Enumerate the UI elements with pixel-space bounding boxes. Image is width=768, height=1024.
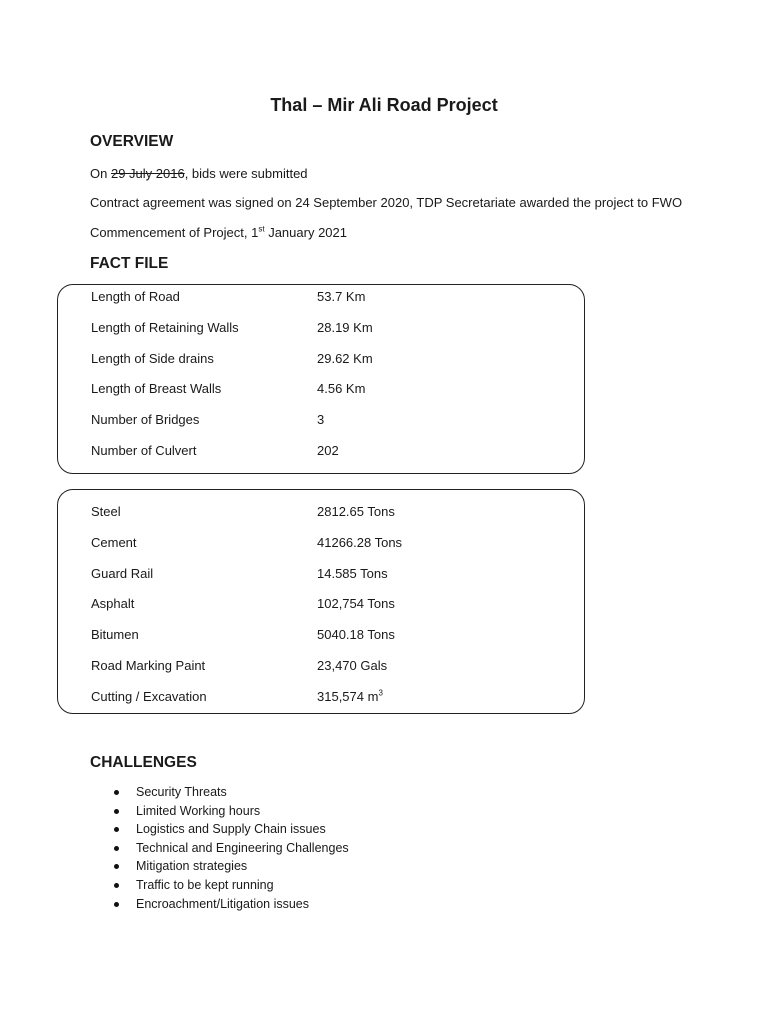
commencement-ordinal: st — [258, 224, 265, 234]
fact-label: Bitumen — [91, 627, 139, 643]
fact-label: Length of Retaining Walls — [91, 319, 239, 335]
fact-value: 53.7 Km — [317, 289, 366, 304]
challenge-item — [112, 859, 349, 878]
challenge-text: Logistics and Supply Chain issues — [136, 822, 326, 837]
overview-line-contract: Contract agreement was signed on 24 September 2020, TDP Secretariate awarded the project to FWO — [90, 195, 683, 210]
challenge-item — [112, 878, 349, 897]
fact-value: 5040.18 Tons — [317, 627, 395, 643]
fact-label: Length of Side drains — [91, 350, 214, 366]
challenge-text: Traffic to be kept running — [136, 877, 274, 892]
fact-value: 23,470 Gals — [317, 658, 388, 673]
challenge-text: Encroachment/Litigation issues — [136, 896, 310, 911]
bids-prefix: On — [90, 166, 111, 181]
fact-value: 2812.65 Tons — [317, 504, 395, 519]
fact-value: 202 — [317, 443, 339, 458]
fact-label: Steel — [91, 504, 121, 519]
bullet-icon — [114, 864, 119, 869]
challenge-item — [112, 804, 349, 823]
bullet-icon — [114, 827, 119, 832]
challenge-text: Security Threats — [136, 785, 227, 799]
fact-label: Number of Culvert — [91, 443, 197, 458]
fact-value: 14.585 Tons — [317, 565, 388, 581]
fact-box-quantities — [57, 284, 585, 474]
fact-box-materials — [57, 489, 585, 714]
fact-value: 28.19 Km — [317, 319, 373, 335]
page-title: Thal – Mir Ali Road Project — [270, 95, 498, 115]
fact-value: 4.56 Km — [317, 381, 366, 397]
bullet-icon — [114, 809, 119, 814]
fact-label: Length of Breast Walls — [91, 381, 222, 397]
bullet-icon — [114, 846, 119, 851]
fact-label: Road Marking Paint — [91, 658, 206, 673]
challenge-item — [112, 785, 349, 804]
fact-label: Guard Rail — [91, 565, 154, 581]
bids-suffix: , bids were submitted — [184, 166, 308, 181]
fact-label: Length of Road — [91, 289, 180, 304]
fact-value: 315,574 $m^3$ — [317, 688, 383, 704]
challenge-text: Limited Working hours — [136, 803, 261, 818]
overview-line-commencement — [90, 225, 347, 240]
bullet-icon — [114, 902, 119, 907]
commencement-suffix: January 2021 — [264, 225, 347, 240]
challenge-item — [112, 822, 349, 841]
fact-label: Cement — [91, 534, 137, 550]
fact-file-heading: FACT FILE — [90, 255, 169, 272]
fact-value: 29.62 Km — [317, 350, 373, 366]
challenge-item — [112, 841, 349, 860]
fact-value: 102,754 Tons — [317, 596, 395, 612]
challenges-list — [112, 785, 349, 915]
fact-value-superscript: 3 — [378, 688, 383, 698]
fact-value: 41266.28 Tons — [317, 534, 403, 550]
challenge-text: Technical and Engineering Challenges — [136, 840, 349, 855]
bullet-icon — [114, 790, 119, 795]
fact-label: Asphalt — [91, 596, 135, 612]
challenge-item — [112, 897, 349, 916]
fact-value: 3 — [317, 412, 325, 428]
bullet-icon — [114, 883, 119, 888]
struck-date: 29 July 2016 — [110, 166, 185, 181]
fact-label: Number of Bridges — [91, 412, 200, 428]
fact-label: Cutting / Excavation — [91, 688, 207, 704]
overview-heading: OVERVIEW — [90, 133, 174, 150]
challenges-heading: CHALLENGES — [90, 754, 197, 771]
commencement-prefix: Commencement of Project, 1 — [90, 225, 259, 240]
overview-line-bids — [90, 166, 308, 181]
challenge-text: Mitigation strategies — [136, 859, 248, 874]
